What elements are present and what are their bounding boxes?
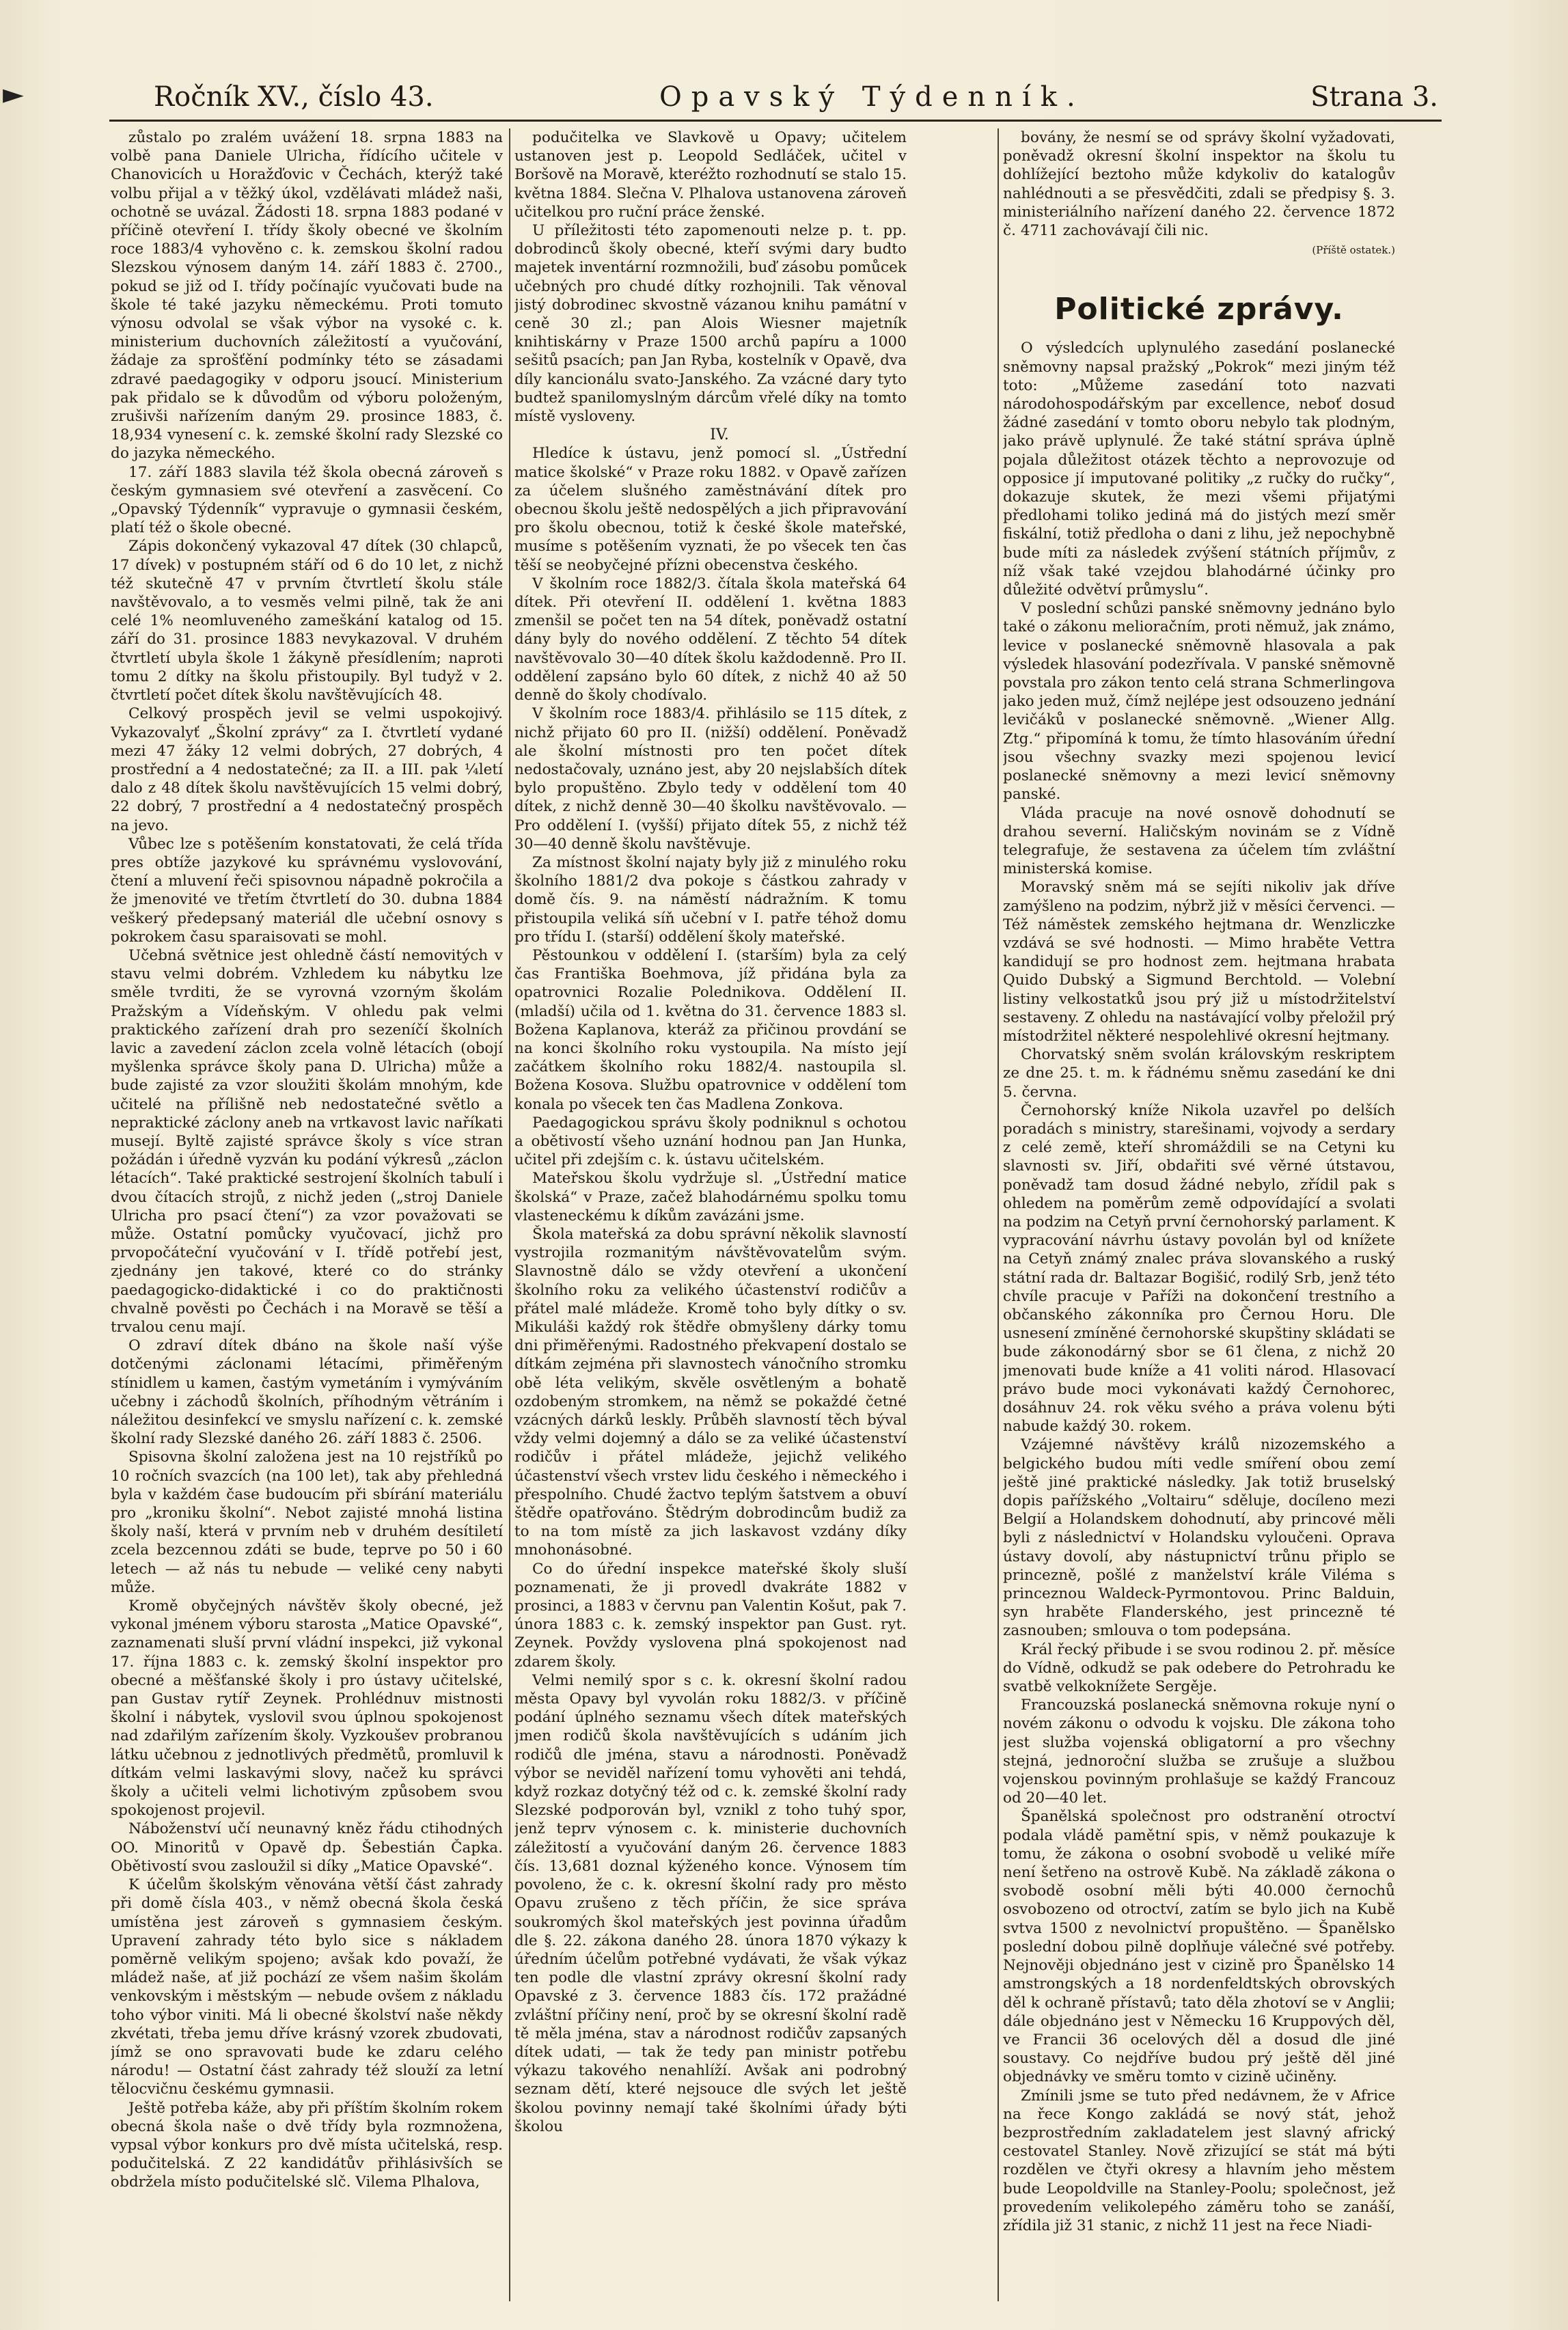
article-paragraph: bovány, že nesmí se od správy školní vyžadovati, poněvadž okresní školní inspektor na školu tu dohlížející beztoho může kdykoliv do katalogův nahlédnouti a se přesvědčiti, zdali se předpisy §. 3. ministeriálního nařízení daného 22. července 1872 č. 4711 zachovávají čili nic. bbox=[1003, 129, 1395, 240]
article-paragraph: Král řecký přibude i se svou rodinou 2. př. měsíce do Vídně, odkudž se pak odebere do Petrohradu ke svatbě velkoknížete Sergěje. bbox=[1003, 1641, 1395, 1696]
article-paragraph: Celkový prospěch jevil se velmi uspokojivý. Vykazovalyť „Školní zprávy“ za I. čtvrtletí vydané mezi 47 žáky 12 velmi dobrých, 27 dobrých, 4 prostřední a 4 nedostatečné; za II. a III. pak ¼letí dalo z 48 dítek školu navštěvujících 15 velmi dobrý, 22 dobrý, 7 prostřední a 4 nedostatečný prospěch na jevo. bbox=[111, 705, 503, 834]
article-paragraph: Moravský sněm má se sejíti nikoliv jak dříve zamýšleno na podzim, nýbrž již v měsíci červenci. — Též náměstek zemského hejtmana dr. Wenzliczke vzdává se své hodnosti. — Mimo hraběte Vettra kandidují se pro hodnost zem. hejtmana hrabata Quido Dubský a Sigmund Berchtold. — Volební listiny velkostatků jsou prý již u místodržitelství sestaveny. Z ohledu na nastávající volby přeložil prý místodržitel některé nespolehlivé okresní hejtmany. bbox=[1003, 879, 1395, 1045]
article-paragraph: Černohorský kníže Nikola uzavřel po delších poradách s ministry, starešinami, vojvody a serdary z celé země, kteří shromáždili se na Cetyni ku slavnosti sv. Jiří, obdařiti své věrné útstavou, poněvadž tam dosud žádné nebylo, zřídil pak s ohledem na poměrům země odpovídající a svolati na podzim na Cetyň první černohorský parlament. K vypracování návrhu ústavy povolán byl od knížete na Cetyň známý znalec práva slovanského a ruský státní rada dr. Baltazar Bogišić, rodilý Srb, jenž této chvíle pracuje v Paříži na dokončení trestního a občanského zákonníka pro Černou Horu. Dle usnesení zmíněné černohorské skupštiny skládati se bude zákonodárný sbor se 61 člena, z nichž 20 jmenovati bude kníže a 41 voliti národ. Hlasovací právo bude moci vykonávati každý Černohorec, dosáhnuv 24. rok věku svého a práva volenu býti nabude každý 30. rokem. bbox=[1003, 1101, 1395, 1436]
article-paragraph: O zdraví dítek dbáno na škole naší výše dotčenými záclonami létacími, přiměřeným stínidlem u kamen, častým vymetáním i vymýváním učebny i záchodů školních, příhodným větráním i náležitou desinfekcí ve smyslu nařízení c. k. zemské školní rady Slezské daného 26. září 1883 č. 2506. bbox=[111, 1337, 503, 1448]
header-rule bbox=[109, 120, 1442, 122]
article-paragraph: Co do úřední inspekce mateřské školy sluší poznamenati, že ji provedl dvakráte 1882 v prosinci, a 1883 v červnu pan Valentin Košut, pak 7. února 1883 c. k. zemský inspektor pan Gust. ryt. Zeynek. Povždy vyslovena plná spokojenost nad zdarem školy. bbox=[514, 1560, 907, 1671]
article-paragraph: Paedagogickou správu školy podniknul s ochotou a obětivostí všeho uznání hodnou pan Jan Hunka, učitel při zdejším c. k. ústavu učitelském. bbox=[514, 1114, 907, 1169]
politics-section bbox=[1003, 339, 1395, 2235]
article-paragraph: podučitelka ve Slavkově u Opavy; učitelem ustanoven jest p. Leopold Sedláček, učitel v Boršově na Moravě, kteréžto rozhodnutí se stalo 15. května 1884. Slečna V. Plhalova ustanovena zároveň učitelkou pro ruční práce ženské. bbox=[514, 129, 907, 221]
article-paragraph: V školním roce 1883/4. přihlásilo se 115 dítek, z nichž přijato 60 pro II. (nižší) oddělení. Poněvadž ale školní místnosti pro ten počet dítek nedostačovaly, uznáno jest, aby 20 nejslabších dítek bylo propuštěno. Zbylo tedy v oddělení tom 40 dítek, z nichž denně 30—40 školku navštěvovalo. — Pro oddělení I. (vyšší) přijato dítek 55, z nichž též 30—40 denně školu navštěvuje. bbox=[514, 705, 907, 853]
column-3 bbox=[1003, 128, 1395, 2301]
continuation-note: (Příště ostatek.) bbox=[1312, 244, 1395, 257]
page-header bbox=[154, 77, 1438, 118]
column-divider bbox=[998, 128, 999, 2301]
article-paragraph: Náboženství učí neunavný kněz řádu ctihodných OO. Minoritů v Opavě dp. Šebestián Čapka. Obětivostí svou zasloužil si díky „Matice Opavské“. bbox=[111, 1820, 503, 1875]
article-paragraph: Škola mateřská za dobu správní několik slavností vystrojila rozmanitým návštěvovatelům svým. Slavnostně dálo se vždy otevření a ukončení školního roku za velikého účastenství rodičův a přátel malé mládeže. Kromě toho byly dítky o sv. Mikuláši každý rok štědře obmyšleny dárky tomu dni přiměřenými. Radostného překvapení dostalo se dítkám zejména při slavnostech vánočního stromku obě léta velikým, skvěle osvětleným a bohatě ozdobeným stromkem, na němž se pokaždé četné vzácných dárků leskly. Průběh slavností těch býval vždy velmi dojemný a dálo se za veliké účastenství rodičův i přátel mládeže, jejichž velikého účastenství všech vrstev lidu českého i německého i přespolního. Chudé žactvo teplým šatstvem a obuví štědře opatřováno. Štědrým dobrodincům budiž za to na tom místě za jich laskavost vzdány díky mnohonásobné. bbox=[514, 1225, 907, 1559]
section-title-politics: Politické zprávy. bbox=[1054, 292, 1344, 327]
article-paragraph: Hledíce k ústavu, jenž pomocí sl. „Ústřední matice školské“ v Praze roku 1882. v Opavě zařízen za účelem slušného zaměstnávání dítek pro obecnou školu ještě nedospělých a jich připravování pro školu obecnou, totiž k české škole mateřské, musíme s potěšením vyznati, že po všecek ten čas těší se neobyčejné přízni obecenstva českého. bbox=[514, 445, 907, 574]
page-edge-mark: ► bbox=[3, 79, 24, 110]
article-paragraph: Španělská společnost pro odstranění otroctví podala vládě pamětní spis, v němž poukazuje k tomu, že zákona o osobní svobodě u veliké míře není šetřeno na ostrově Kubě. Na základě zákona o svobodě osobní měli býti 40.000 černochů osvobozeno od otroctví, zatím se bylo jich na Kubě svtva 1500 z nevolnictví propuštěno. — Španělsko poslední dobou pilně doplňuje válečné své potřeby. Nejnověji objednáno jest v cizině pro Španělsko 14 amstrongských a 18 nordenfeldtských obrovských děl k ochraně přístavů; tato děla zhotoví se v Anglii; dále objednáno jest v Německu 16 Kruppových děl, ve Francii 36 ocelových děl a dosud dle jiné soustavy. Co nejdříve budou prý ještě děl jiné objednávky ve směru tomto v cizině učiněny. bbox=[1003, 1808, 1395, 2086]
article-paragraph: zůstalo po zralém uvážení 18. srpna 1883 na volbě pana Daniele Ulricha, řídícího učitele v Chanovicích u Horažďovic v Čechách, kterýž také volbu přijal a v těžký úkol, vzdělávati mládež naši, ochotně se uvázal. Žádosti 18. srpna 1883 podané v příčině otevření I. třídy školy obecné ve školním roce 1883/4 vyhověno c. k. zemskou školní radou Slezskou výnosem daným 14. září 1883 č. 2700., pokud se již od I. třídy počínajíc vyučovati bude na škole té také jazyku německému. Proti tomuto výnosu odvolal se však výbor na vysoké c. k. ministerium duchovních záležitostí a vyučování, žádaje za sprošťění podmínky této se zásadami zdravé paedagogiky v odporu jsoucí. Ministerium pak přidalo se k důvodům od výboru položeným, zrušivši nařízením daným 29. prosince 1883, č. 18,934 vynesení c. k. zemské školní rady Slezské co do jazyka německého. bbox=[111, 129, 503, 463]
article-paragraph: Zápis dokončený vykazoval 47 dítek (30 chlapců, 17 dívek) v postupném stáří od 6 do 10 let, z nichž též skutečně 47 v prvním čtvrtletí školu stále navštěvovalo, a to vesměs velmi pilně, tak že ani celé 1% neomluveného zameškání katalog od 15. září do 31. prosince 1883 nevykazoval. V druhém čtvrtletí ubyla škole 1 žákyně přesídlením; naproti tomu 2 dítky na školu přistoupily. Byl tudyž v 2. čtvrtletí počet dítek školu navštěvujících 48. bbox=[111, 538, 503, 704]
article-paragraph: Pěstounkou v oddělení I. (starším) byla za celý čas Františka Boehmova, jíž přidána byla za opatrovnici Rozalie Polednikova. Oddělení II. (mladší) učila od 1. května do 31. července 1883 sl. Božena Kaplanova, kteráž za přičinou provdání se na konci školního roku vystoupila. Na místo její začátkem školního roku 1882/4. nastoupila sl. Božena Kosova. Službu opatrovnice v oddělení tom konala po všecek ten čas Madlena Zonkova. bbox=[514, 946, 907, 1113]
article-paragraph: Zmínili jsme se tuto před nedávnem, že v Africe na řece Kongo zakládá se nový stát, jehož bezprostředním zakladatelem jest slavný africký cestovatel Stanley. Nově zřizující se stát má býti rozdělen ve čtyři okresy a hlavním jeho městem bude Leopoldville na Stanley-Poolu; společnost, jež provedením velikolepého záměru toho se zanáší, zřídila již 31 stanic, z nichž 11 jest na řece Niadi- bbox=[1003, 2087, 1395, 2234]
article-paragraph: Vzájemné návštěvy králů nizozemského a belgického budou míti vedle smíření obou zemí ještě jiné praktické následky. Jak totiž bruselský dopis pařížského „Voltairu“ sděluje, docíleno mezi Belgií a Holandskem dohodnutí, aby princové měli byli z následnictví v Holandsku vyloučeni. Oprava ústavy dovolí, aby nástupnictví trůnu připlo se princezně, pošlé z manželství krále Viléma s princeznou Waldeck-Pyrmontovou. Princ Balduin, syn hraběte Flanderského, jest princezně té zasnouben; smlouva o tom podepsána. bbox=[1003, 1436, 1395, 1640]
article-paragraph: O výsledcích uplynulého zasedání poslanecké sněmovny napsal pražský „Pokrok“ mezi jiným též toto: „Můžeme zasedání toto nazvati národohospodářským par excellence, neboť dosud žádné zasedání v tomto oboru nebylo tak plodným, jako právě uplynulé. Že také státní správa úplně pojala důležitost otázek těchto a neprovozuje od opposice jí imputované politiky „z ručky do ručky“, dokazuje skutek, že mezi všemi přijatými předlohami toliko jediná má do jistých mezí směr fiskální, totiž předloha o dani z lihu, jež nepochybně bude míti za následek zvýšení státních příjmův, z níž však také vzejdou blahodárné účinky pro důležité odvětví průmyslu“. bbox=[1003, 340, 1395, 599]
article-paragraph: Učebná světnice jest ohledně částí nemovitých v stavu velmi dobrém. Vzhledem ku nábytku lze směle tvrditi, že se vyrovná vzorným školám Pražským a Vídeňským. V ohledu pak velmi praktického zařízení drah pro sezeníčí školních lavic a zavedení záclon zcela volně létacích (obojí myšlenka správce školy pana D. Ulricha) může a bude zajisté za vzor sloužiti školám mnohým, kde učitelé na přílišně neb nedostatečné světlo a nepraktické záclony aneb na vrtkavost lavic naříkati musejí. Byltě zajisté správce školy s více stran požádán i úředně vyzván ku podání výkresů „záclon létacích“. Také praktické sestrojení školních tabulí i dvou čítacích strojů, z nichž jeden („stroj Daniele Ulricha pro psací čtení“) za vzor považovati se může. Ostatní pomůcky vyučovací, jichž pro prvopočáteční vyučování v I. třídě potřebí jest, zjednány jen takové, které co do stránky paedagogicko-didaktické i co do praktičnosti chvalně pověsti po Čechách i na Moravě se těší a trvalou cenu mají. bbox=[111, 946, 503, 1336]
article-paragraph: Ještě potřeba káže, aby při příštím školním rokem obecná škola naše o dvě třídy byla rozmnožena, vypsal výbor konkurs pro dvě místa učitelská, resp. podučitelská. Z 22 kandidátův přihlásivších se obdržela místo podučitelské slč. Vilema Plhalova, bbox=[111, 2099, 503, 2191]
page-number: Strana 3. bbox=[1310, 81, 1438, 113]
article-paragraph: V poslední schůzi panské sněmovny jednáno bylo také o zákonu melioračním, proti němuž, jak známo, levice v poslanecké sněmovně hlasovala a pak výsledek hlasování podezřívala. V panské sněmovně povstala pro zákon tento celá strana Schmerlingova jako jeden muž, čímž nejlépe jest odsouzeno jednání levičáků v poslanecké sněmovně. „Wiener Allg. Ztg.“ připomíná k tomu, že tímto hlasováním úřední jsou všechny svazky mezi spojenou levicí poslanecké sněmovny a mezi levicí sněmovny panské. bbox=[1003, 600, 1395, 804]
column-3-continuation bbox=[1003, 128, 1395, 240]
column-1 bbox=[111, 128, 503, 2301]
article-paragraph: U příležitosti této zapomenouti nelze p. t. pp. dobrodinců školy obecné, kteří svými dary budto majetek inventární rozmnožili, buď zásobu pomůcek učebných pro chudé dítky rozhojnili. Tak věnoval jistý dobrodinec skvostně vázanou knihu památní v ceně 30 zl.; pan Alois Wiesner majetník knihtiskárny v Praze 1500 archů papíru a 1000 sešitů psacích; pan Jan Ryba, kostelník v Opavě, dva díly kancionálu svato-Janského. Za vzácné dary tyto budtež spanilomyslným dárcům vřelé díky na tomto místě vysloveny. bbox=[514, 222, 907, 426]
article-paragraph: Mateřskou školu vydržuje sl. „Ústřední matice školská“ v Praze, začež blahodárnému spolku tomu vlasteneckému k díkům zavázáni jsme. bbox=[514, 1170, 907, 1224]
issue-number: Ročník XV., číslo 43. bbox=[154, 81, 434, 113]
article-paragraph: Vláda pracuje na nové osnově dohodnutí se drahou severní. Haličským novinám se z Vídně telegrafuje, že sestavena za účelem tím zvláštní ministerská komise. bbox=[1003, 804, 1395, 878]
column-2 bbox=[514, 128, 907, 2301]
article-paragraph: Velmi nemilý spor s c. k. okresní školní radou města Opavy byl vyvolán roku 1882/3. v příčině podání úplného seznamu všech dítek mateřských jmen rodičů škola navštěvujících s udáním jich rodičů dle jména, stavu a národnosti. Poněvadž výbor se neviděl nařízení tomu vyhověti ani tehdá, když rozkaz dotyčný též od c. k. zemské školní rady Slezské podporován byl, vznikl z toho tuhý spor, jenž teprv výnosem c. k. ministerie duchovních záležitostí a vyučování daným 26. července 1883 čís. 13,681 doznal kýženého konce. Výnosem tím povoleno, že c. k. okresní školní rady pro město Opavu zrušeno z těch příčin, že sice správa soukromých škol mateřských jest povinna úřadům dle §. 22. zákona daného 28. února 1870 výkazy k úředním účelům potřebné vydávati, že však výkaz ten podle dle vlastní zprávy okresní školní rady Opavské z 3. července 1883 čís. 172 pražádné zvláštní příčiny není, proč by se okresní školní radě tě měla jména, stav a národnost rodičův zapsaných dítek udati, — tak že tedy pan ministr potřebu výkazu takového nenahlíží. Avšak ani podrobný seznam dětí, které nejsouce dle svých let ještě školou povinny nemají také školními úřady býti školou bbox=[514, 1671, 907, 2135]
masthead-title: Opavský Týdenník. bbox=[659, 81, 1085, 113]
article-paragraph: Za místnost školní najaty byly již z minulého roku školního 1881/2 dva pokoje s částkou zahrady v domě čís. 9. na náměstí nádražním. K tomu přistoupila veliká síň učební v I. patře téhož domu pro třídu I. (starší) oddělení školy mateřské. bbox=[514, 853, 907, 946]
article-paragraph: K účelům školským věnována větší část zahrady při domě čísla 403., v němž obecná škola česká umístěna jest zároveň s gymnasiem českým. Upravení zahrady této bylo sice s nákladem poměrně velikým spojeno; avšak kdo považí, že mládež naše, ať již pochází ze všem našim školám venkovským i městským — nebude ovšem z nákladu toho výbor viniti. Má li obecné školství naše někdy zkvétati, třeba jemu dříve krásný vzorek zbudovati, jímž se ono spravovati bude ke zdaru celého národu! — Ostatní část zahrady též slouží za letní tělocvičnu českému gymnasii. bbox=[111, 1876, 503, 2098]
article-paragraph: 17. září 1883 slavila též škola obecná zároveň s českým gymnasiem své otevření a zasvěcení. Co „Opavský Týdenník“ vypravuje o gymnasii českém, platí též o škole obecné. bbox=[111, 463, 503, 537]
article-paragraph: Francouzská poslanecká sněmovna rokuje nyní o novém zákonu o odvodu k vojsku. Dle zákona toho jest služba vojenská obligatorní a pro všechny stejná, jednoroční služba se zrušuje a službou vojenskou povinným prohlašuje se každý Francouz od 20—40 let. bbox=[1003, 1697, 1395, 1807]
article-paragraph: Vůbec lze s potěšením konstatovati, že celá třída pres obtíže jazykové ku správnému vyslovování, čtení a mluvení řeči spisovnou nápadně pokročila a že jmenovité ve třetím čtvrtletí do 30. dubna 1884 veškerý předepsaný materiál dle učební osnovy s pokrokem času sparaisovati se mohl. bbox=[111, 835, 503, 946]
section-number: IV. bbox=[710, 426, 729, 444]
column-divider bbox=[509, 128, 510, 2301]
article-paragraph: Spisovna školní založena jest na 10 rejstříků po 10 ročních svazcích (na 100 let), tak aby přehledná byla v každém čase budoucím při sbírání materiálu pro „kroniku školní“. Nebot zajisté mnohá listina školy naší, která v prvním neb v druhém desítiletí zcela bezcennou zdáti se bude, teprve po 50 i 60 letech — až nás tu nebude — veliké ceny nabyti může. bbox=[111, 1449, 503, 1596]
article-paragraph: Chorvatský sněm svolán královským reskriptem ze dne 25. t. m. k řádnému sněmu zasedání ke dni 5. června. bbox=[1003, 1046, 1395, 1101]
article-paragraph: V školním roce 1882/3. čítala škola mateřská 64 dítek. Při otevření II. oddělení 1. května 1883 zmenšil se počet ten na 54 dítek, poněvadž ostatní dány byly do nového oddělení. Z těchto 54 dítek navštěvovalo 30—40 dítek školu každodenně. Pro II. oddělení zapsáno bylo 60 dítek, z nichž 40 až 50 denně do školy chodívalo. bbox=[514, 575, 907, 704]
article-paragraph: Kromě obyčejných návštěv školy obecné, jež vykonal jménem výboru starosta „Matice Opavské“, zaznamenati sluší první vládní inspekci, již vykonal 17. října 1883 c. k. zemský školní inspektor pro obecné a měšťanské školy i pro ústavy učitelské, pan Gustav rytíř Zeynek. Prohlédnuv mistnosti školní i nábytek, vyslovil svou úplnou spokojenost nad zdařilým zařízením školy. Vyzkoušev probranou látku učebnou z jednotlivých předmětů, promluvil k dítkám velmi laskavými slovy, načež ku správci školy a učiteli velmi lichotivým způsobem svou spokojenost projevil. bbox=[111, 1598, 503, 1820]
